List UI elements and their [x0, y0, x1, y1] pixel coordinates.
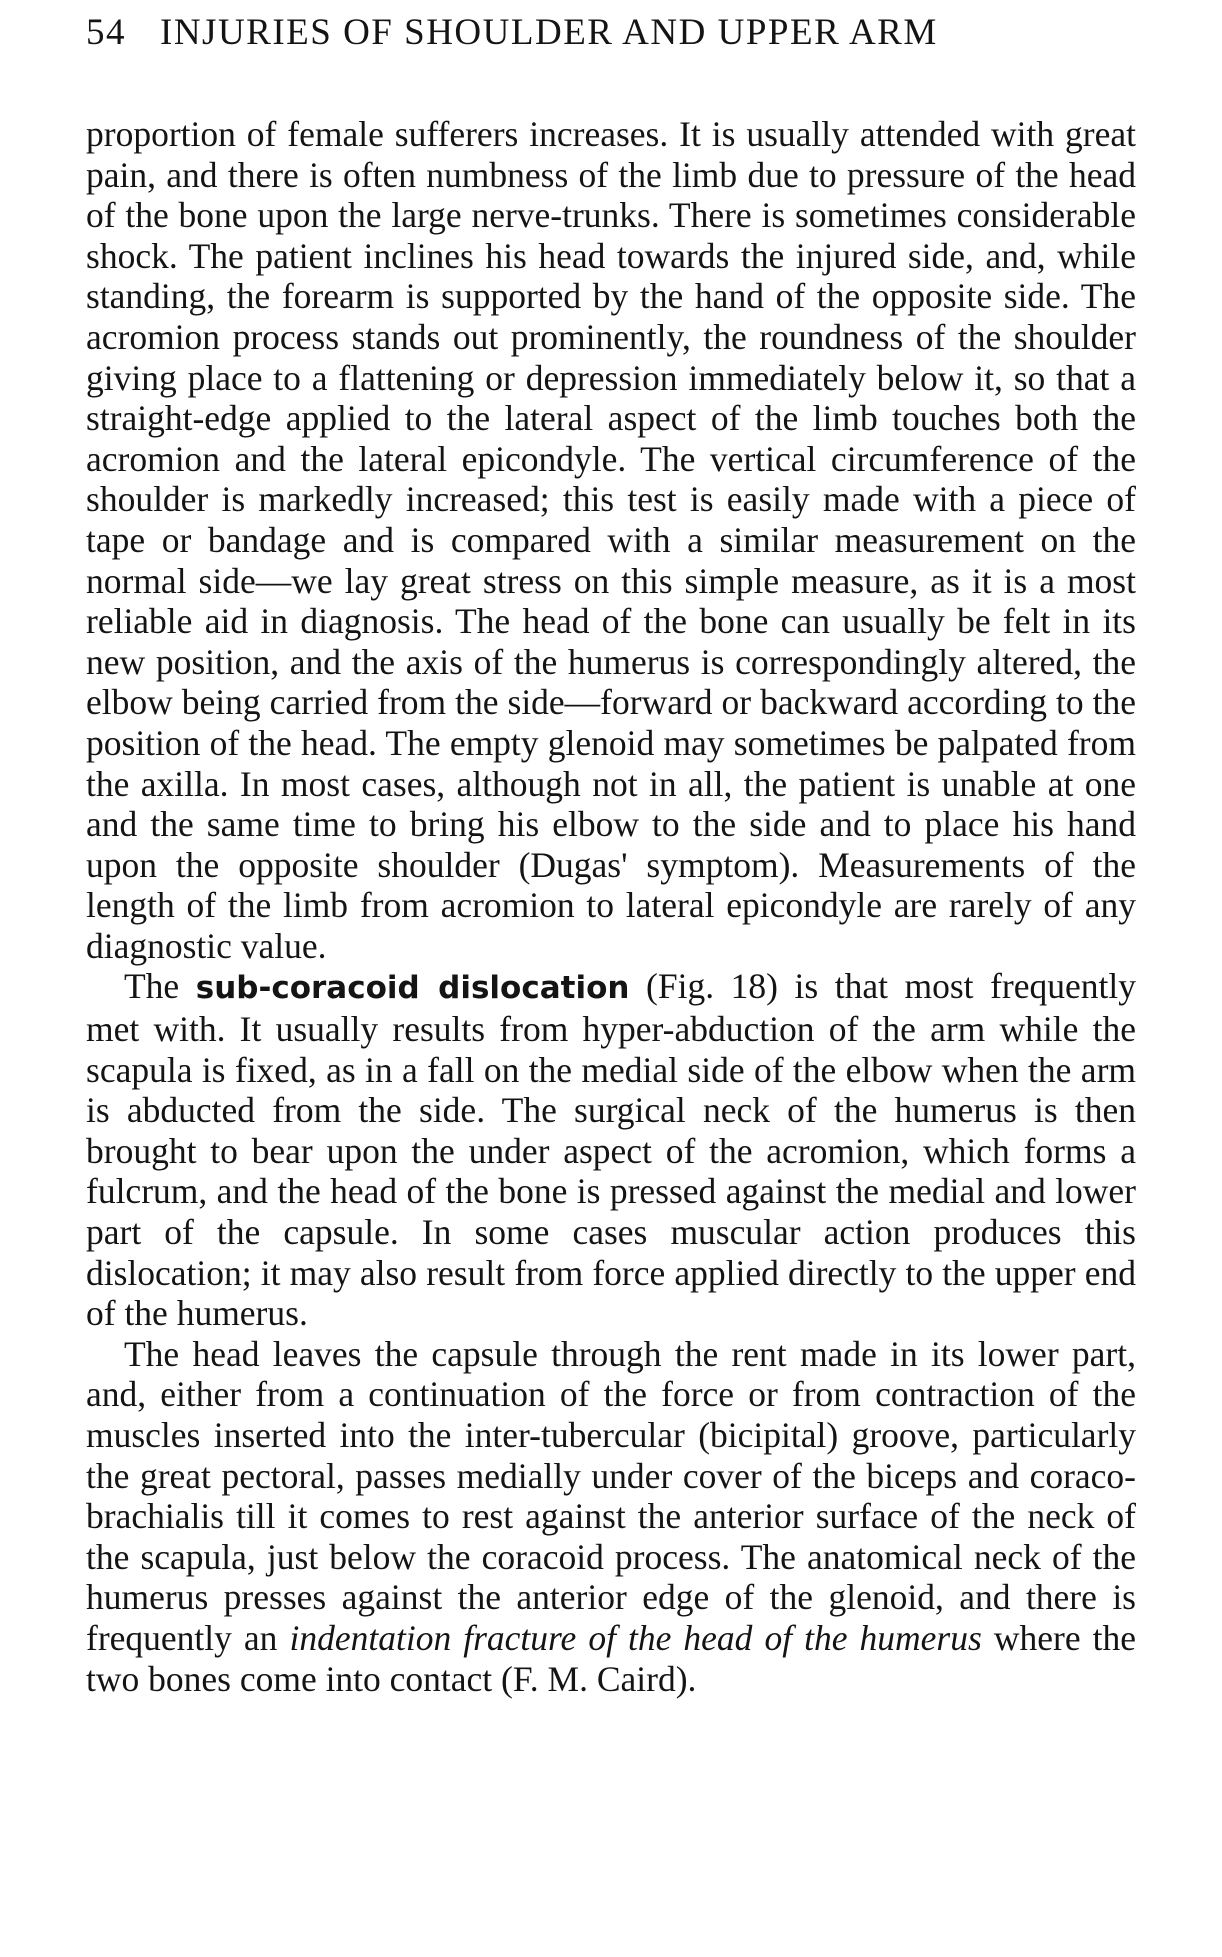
- paragraph-lead: The: [124, 966, 196, 1007]
- running-title: INJURIES OF SHOULDER AND UPPER ARM: [160, 12, 938, 53]
- page-number: 54: [86, 12, 126, 53]
- paragraph-rest: (Fig. 18) is that most frequently met with. It usually results from hyper-abduction of the arm while the scapula is fixed, as in a fall on the medial side of the elbow when the arm is abducted from the side. The surgical neck of the humerus is then brought to bear upon the under aspect of the acromion, which forms a fulcrum, and the head of the bone is pressed against the medial and lower part of the capsule. In some cases muscular action produces this dislocation; it may also result from force applied directly to the upper end of the humerus.: [86, 966, 1136, 1334]
- paragraph-head-capsule: [86, 1334, 1136, 1699]
- paragraph-sub-coracoid: [86, 966, 1136, 1333]
- italic-term: indentation fracture of the head of the humerus: [289, 1617, 982, 1658]
- body-text: [86, 114, 1136, 1699]
- bold-term: sub-coracoid dislocation: [195, 970, 630, 1007]
- paragraph-text-before-italic: The head leaves the capsule through the rent made in its lower part, and, either from a continuation of the force or from contraction of the muscles inserted into the inter-tubercular (bicipital) groove, particularly the great pectoral, passes medially under cover of the biceps and coraco-brachialis till it comes to rest against the anterior surface of the neck of the scapula, just below the coracoid process. The anatomical neck of the humerus presses against the anterior edge of the glenoid, and there is frequently an: [86, 1333, 1136, 1658]
- running-header: [86, 14, 1136, 70]
- paragraph-continuation: proportion of female sufferers increases. It is usually attended with great pain, and there is often numbness of the limb due to pressure of the head of the bone upon the large nerve-trunks. There is sometimes considerable shock. The patient inclines his head towards the injured side, and, while standing, the forearm is supported by the hand of the opposite side. The acromion process stands out prominently, the roundness of the shoulder giving place to a flattening or depression immediately below it, so that a straight-edge applied to the lateral aspect of the limb touches both the acromion and the lateral epicondyle. The vertical circumference of the shoulder is markedly increased; this test is easily made with a piece of tape or bandage and is compared with a similar measurement on the normal side—we lay great stress on this simple measure, as it is a most reliable aid in diagnosis. The head of the bone can usually be felt in its new position, and the axis of the humerus is correspondingly altered, the elbow being carried from the side—forward or backward according to the position of the head. The empty glenoid may sometimes be palpated from the axilla. In most cases, although not in all, the patient is unable at one and the same time to bring his elbow to the side and to place his hand upon the opposite shoulder (Dugas' symptom). Measurements of the length of the limb from acromion to lateral epicondyle are rarely of any diagnostic value.: [86, 114, 1136, 966]
- book-page: [86, 14, 1136, 1699]
- paragraph-text-after-italic: where the two bones come into contact (F. M. Caird).: [86, 1617, 1136, 1699]
